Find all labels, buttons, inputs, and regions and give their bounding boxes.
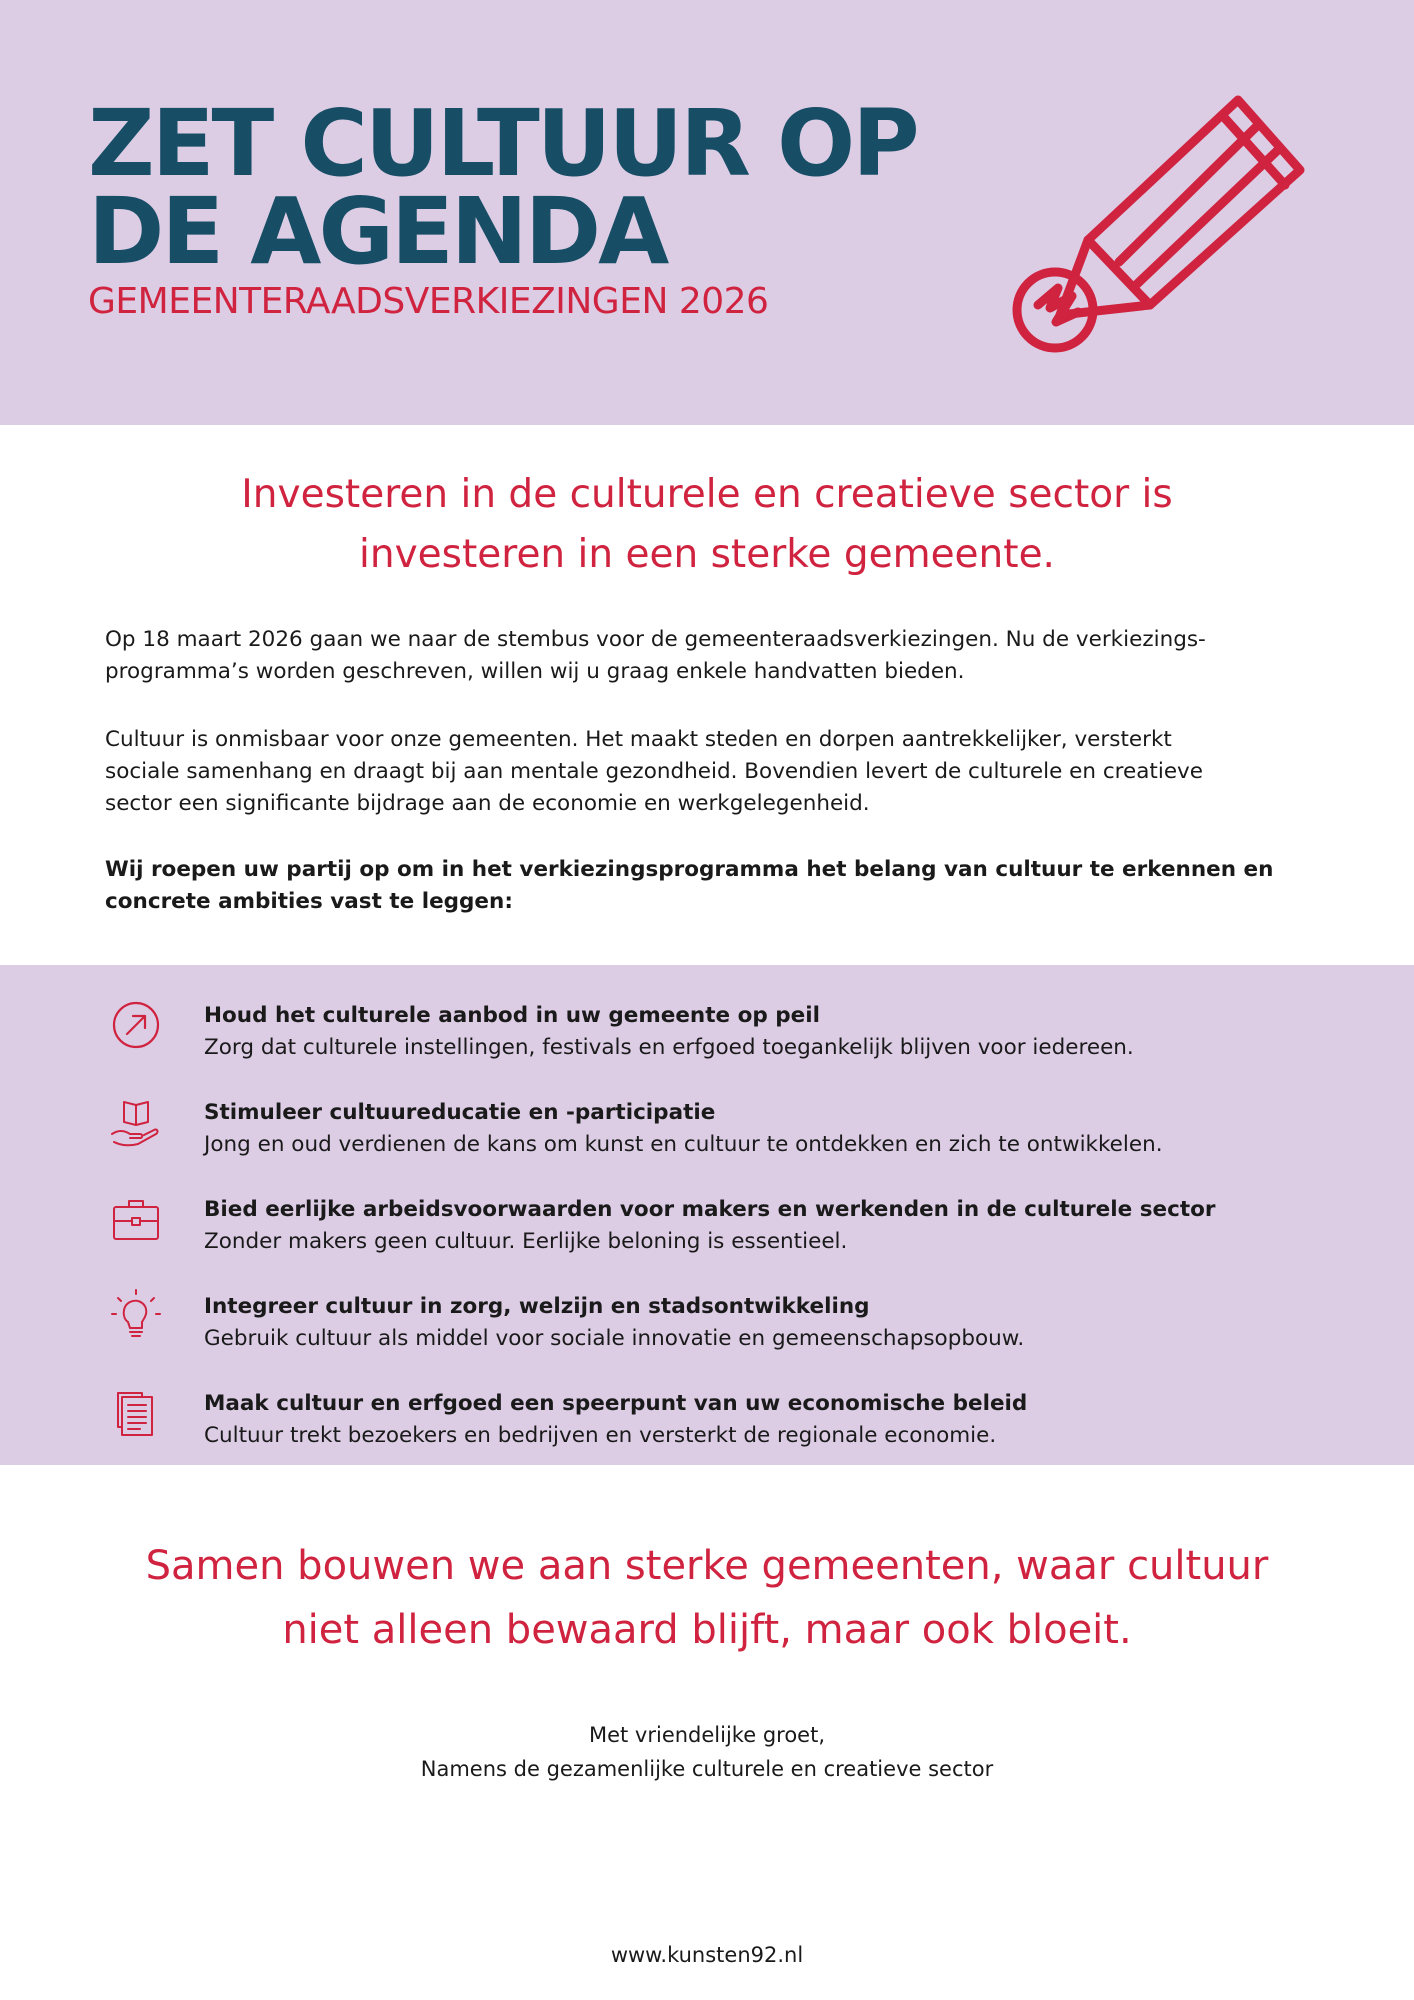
ambition-text: Zorg dat culturele instellingen, festivals en erfgoed toegankelijk blijven voor iedereen.	[204, 1035, 1134, 1060]
intro-p2-line-3: sector een significante bijdrage aan de economie en werkgelegenheid.	[105, 791, 870, 816]
ambition-title: Bied eerlijke arbeidsvoorwaarden voor makers en werkenden in de culturele sector	[204, 1197, 1216, 1222]
lead-statement	[0, 465, 1414, 585]
intro-p1-line-1: Op 18 maart 2026 gaan we naar de stembus voor de gemeenteraadsverkiezingen. Nu de verkiezings-	[105, 627, 1206, 652]
ambition-item	[0, 1076, 1414, 1156]
page-title	[88, 90, 917, 285]
book-hand-icon	[108, 1094, 164, 1150]
page-title-line-1: ZET CULTUUR OP	[88, 90, 917, 197]
ambition-text: Jong en oud verdienen de kans om kunst en cultuur te ontdekken en zich te ontwikkelen.	[204, 1132, 1163, 1157]
intro-paragraph-2	[105, 724, 1335, 820]
intro-p3-line-1: Wij roepen uw partij op om in het verkiezingsprogramma het belang van cultuur te erkennen en	[105, 857, 1274, 882]
signature	[0, 1718, 1414, 1786]
signature-line-2: Namens de gezamenlijke culturele en creatieve sector	[420, 1757, 994, 1781]
signature-line-1: Met vriendelijke groet,	[588, 1723, 825, 1747]
ambition-title: Integreer cultuur in zorg, welzijn en stadsontwikkeling	[204, 1294, 870, 1319]
closing-line-2: niet alleen bewaard blijft, maar ook bloeit.	[282, 1607, 1132, 1653]
intro-p3-line-2: concrete ambities vast te leggen:	[105, 889, 513, 914]
page-subtitle: GEMEENTERAADSVERKIEZINGEN 2026	[88, 281, 769, 322]
ambition-title: Houd het culturele aanbod in uw gemeente op peil	[204, 1003, 820, 1028]
ambitions-band	[0, 965, 1414, 1465]
lead-line-1: Investeren in de culturele en creatieve sector is	[241, 472, 1173, 517]
footer-url: www.kunsten92.nl	[610, 1943, 804, 1967]
documents-icon	[108, 1385, 164, 1441]
arrow-circle-icon	[108, 997, 164, 1053]
lightbulb-icon	[108, 1288, 164, 1344]
header-band	[0, 0, 1414, 425]
page-title-line-2: DE AGENDA	[88, 178, 667, 285]
ambition-item	[0, 1367, 1414, 1447]
lead-line-2: investeren in een sterke gemeente.	[359, 532, 1055, 577]
intro-p2-line-2: sociale samenhang en draagt bij aan mentale gezondheid. Bovendien levert de culturele en creatieve	[105, 759, 1204, 784]
ambition-text: Gebruik cultuur als middel voor sociale innovatie en gemeenschapsopbouw.	[204, 1326, 1025, 1351]
closing-statement	[0, 1534, 1414, 1662]
ambition-title: Maak cultuur en erfgoed een speerpunt van uw economische beleid	[204, 1391, 1028, 1416]
ambition-title: Stimuleer cultuureducatie en -participatie	[204, 1100, 716, 1125]
closing-line-1: Samen bouwen we aan sterke gemeenten, waar cultuur	[145, 1543, 1269, 1589]
ambition-item	[0, 979, 1414, 1059]
ambition-item	[0, 1270, 1414, 1350]
ambition-item	[0, 1173, 1414, 1253]
intro-p1-line-2: programma’s worden geschreven, willen wij u graag enkele handvatten bieden.	[105, 659, 965, 684]
intro-paragraph-1	[105, 624, 1335, 688]
intro-p2-line-1: Cultuur is onmisbaar voor onze gemeenten. Het maakt steden en dorpen aantrekkelijker, versterkt	[105, 727, 1172, 752]
pencil-logo-icon	[1000, 90, 1320, 380]
ambition-text: Zonder makers geen cultuur. Eerlijke beloning is essentieel.	[204, 1229, 848, 1254]
call-to-action-paragraph	[105, 854, 1335, 918]
briefcase-icon	[108, 1191, 164, 1247]
ambition-text: Cultuur trekt bezoekers en bedrijven en versterkt de regionale economie.	[204, 1423, 997, 1448]
